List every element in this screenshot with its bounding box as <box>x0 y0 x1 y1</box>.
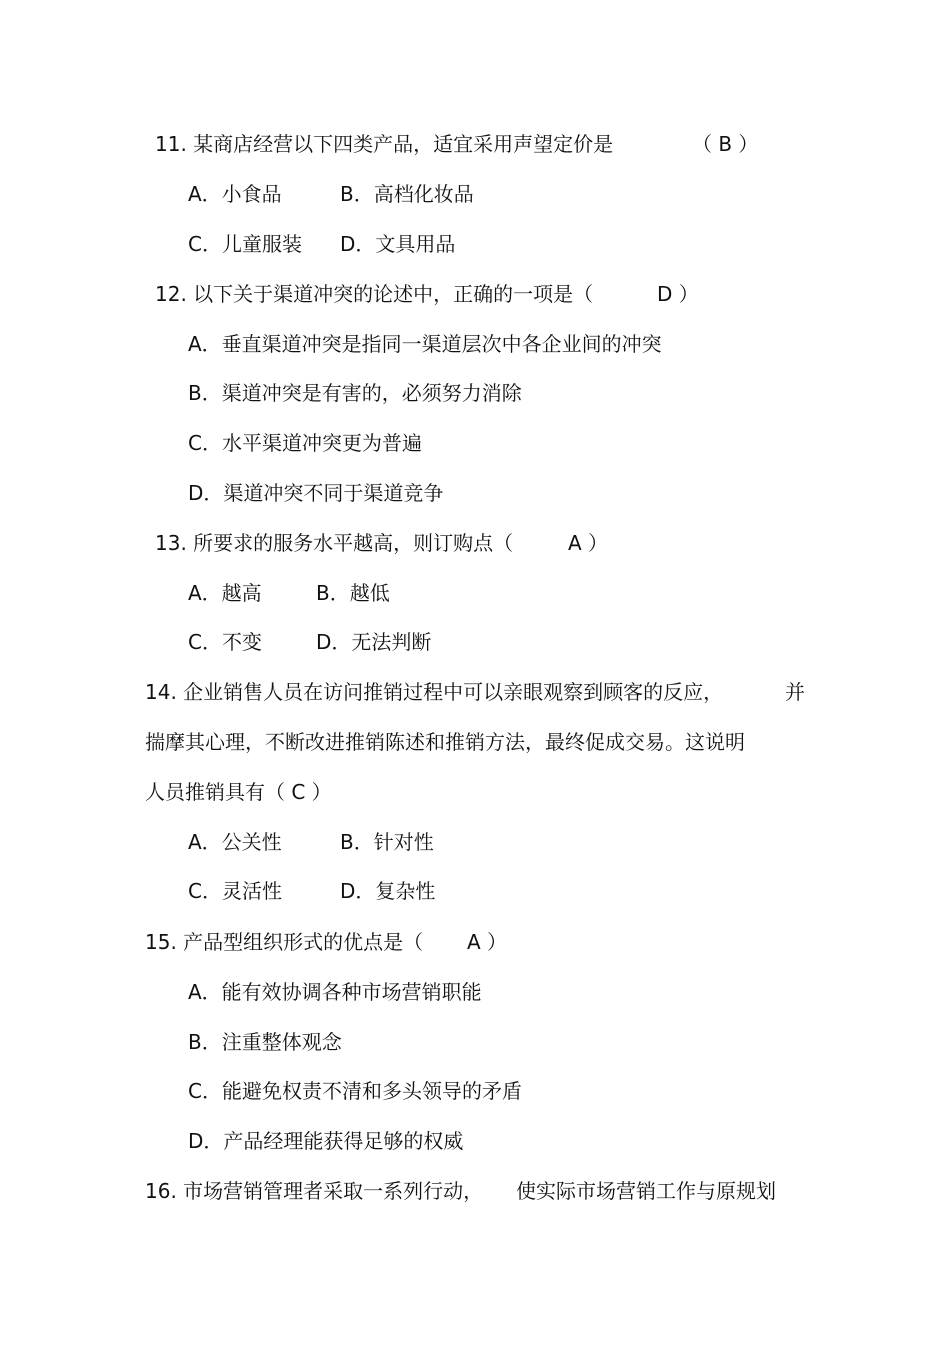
question-13-option-c <box>188 629 262 655</box>
question-14-line-1-end <box>785 679 805 705</box>
question-16-text-end: 使实际市场营销工作与原规划 <box>516 1179 776 1203</box>
question-15-option-b <box>188 1029 342 1055</box>
question-14-option-b <box>340 829 434 855</box>
option-text: B．越低 <box>316 581 390 605</box>
question-14-line-2 <box>145 729 745 755</box>
question-16 <box>145 1178 483 1204</box>
option-text: D．渠道冲突不同于渠道竞争 <box>188 481 444 505</box>
question-11-option-d <box>340 231 455 257</box>
option-text: A．能有效协调各种市场营销职能 <box>188 980 482 1004</box>
question-14-option-c <box>188 878 282 904</box>
option-text: D．产品经理能获得足够的权威 <box>188 1129 464 1153</box>
question-13 <box>155 530 513 556</box>
option-text: A．越高 <box>188 581 262 605</box>
question-14-text-1: 14. 企业销售人员在访问推销过程中可以亲眼观察到顾客的反应， <box>145 680 724 704</box>
option-text: C．能避免权责不清和多头领导的矛盾 <box>188 1079 522 1103</box>
option-text: C．水平渠道冲突更为普遍 <box>188 431 422 455</box>
option-text: D．无法判断 <box>316 630 432 654</box>
question-12-answer <box>657 281 699 307</box>
question-13-option-d <box>316 629 431 655</box>
question-15 <box>145 929 423 955</box>
question-15-answer-text: A ） <box>467 930 508 954</box>
question-14-text-3: 人员推销具有（ C ） <box>145 780 332 804</box>
question-12-option-c <box>188 430 422 456</box>
question-11-answer <box>692 131 758 157</box>
question-13-option-b <box>316 580 390 606</box>
question-11 <box>155 131 613 157</box>
option-text: B．渠道冲突是有害的，必须努力消除 <box>188 381 522 405</box>
question-15-text: 15. 产品型组织形式的优点是（ <box>145 930 424 954</box>
question-14-line-1 <box>145 679 723 705</box>
option-text: C．不变 <box>188 630 262 654</box>
option-text: A．垂直渠道冲突是指同一渠道层次中各企业间的冲突 <box>188 332 662 356</box>
question-15-option-a <box>188 979 482 1005</box>
question-11-text: 11. 某商店经营以下四类产品，适宜采用声望定价是 <box>155 132 614 156</box>
question-11-option-b <box>340 181 474 207</box>
option-text: C．儿童服装 <box>188 232 302 256</box>
question-14-option-d <box>340 878 435 904</box>
question-12-option-d <box>188 480 443 506</box>
question-12-answer-text: D ） <box>657 282 699 306</box>
question-15-option-d <box>188 1128 463 1154</box>
option-text: C．灵活性 <box>188 879 282 903</box>
question-11-answer-text: （ B ） <box>692 132 759 156</box>
question-11-option-c <box>188 231 302 257</box>
question-13-answer <box>568 530 608 556</box>
question-14-option-a <box>188 829 282 855</box>
question-12-option-a <box>188 331 662 357</box>
option-text: B．注重整体观念 <box>188 1030 342 1054</box>
question-13-option-a <box>188 580 262 606</box>
question-13-answer-text: A ） <box>568 531 609 555</box>
option-text: B．针对性 <box>340 830 434 854</box>
question-14-line-3 <box>145 779 332 805</box>
question-14-text-2: 揣摩其心理，不断改进推销陈述和推销方法，最终促成交易。这说明 <box>145 730 745 754</box>
question-11-option-a <box>188 181 282 207</box>
option-text: A．公关性 <box>188 830 282 854</box>
question-16-end <box>516 1178 776 1204</box>
option-text: D．文具用品 <box>340 232 456 256</box>
question-14-text-1-end: 并 <box>785 680 805 704</box>
question-15-option-c <box>188 1078 522 1104</box>
question-12 <box>155 281 593 307</box>
option-text: D．复杂性 <box>340 879 436 903</box>
question-12-option-b <box>188 380 522 406</box>
question-16-text: 16. 市场营销管理者采取一系列行动， <box>145 1179 484 1203</box>
option-text: A．小食品 <box>188 182 282 206</box>
question-12-text: 12. 以下关于渠道冲突的论述中，正确的一项是（ <box>155 282 594 306</box>
question-15-answer <box>467 929 507 955</box>
question-13-text: 13. 所要求的服务水平越高，则订购点（ <box>155 531 514 555</box>
option-text: B．高档化妆品 <box>340 182 474 206</box>
